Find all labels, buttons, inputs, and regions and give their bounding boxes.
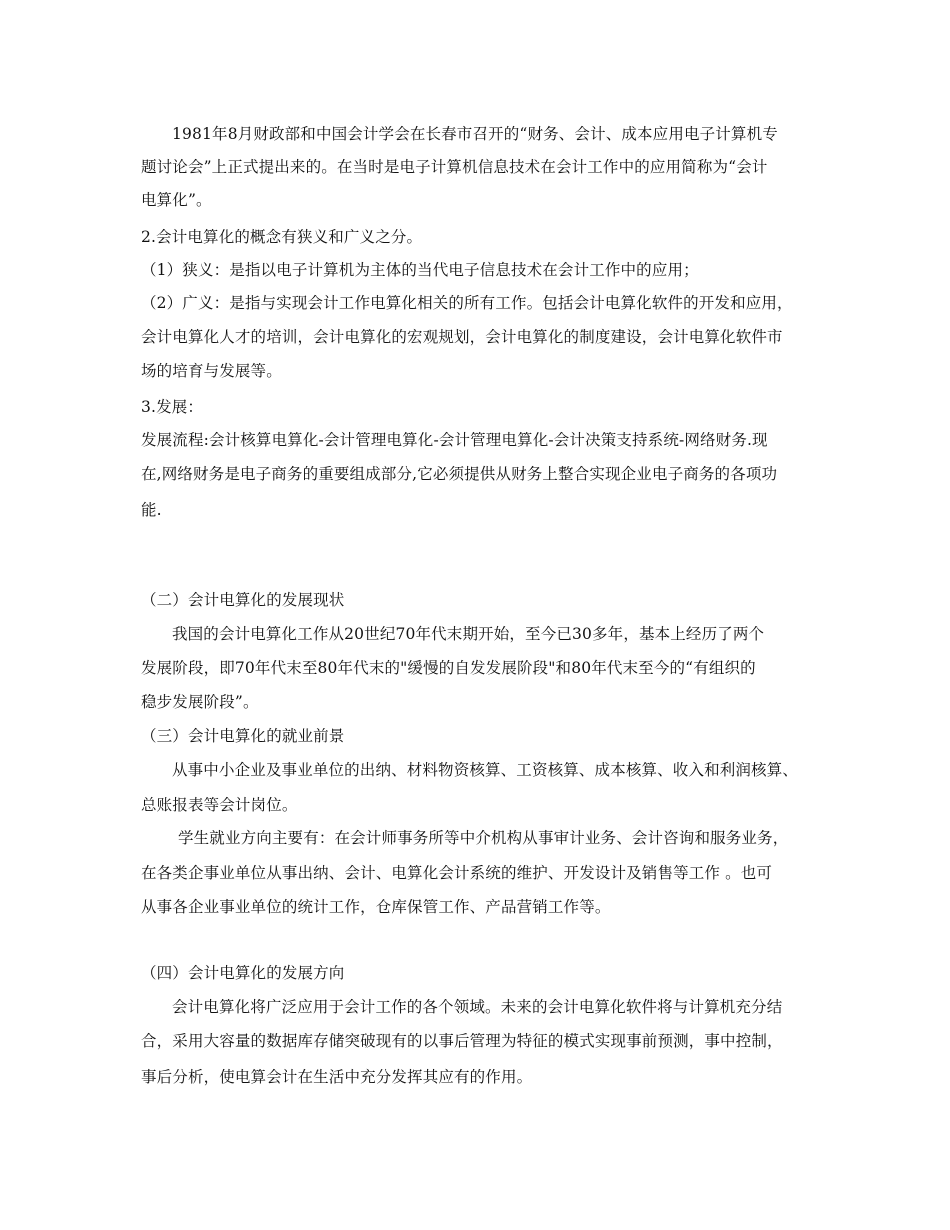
section-3-p2-line-3: 从事各企业事业单位的统计工作，仓库保管工作、产品营销工作等。 — [141, 898, 611, 916]
section-3-p1-line-1: 从事中小企业及事业单位的出纳、材料物资核算、工资核算、成本核算、收入和利润核算、 — [172, 761, 799, 779]
section-4-line-3: 事后分析，使电算会计在生活中充分发挥其应有的作用。 — [141, 1068, 533, 1086]
intro-line-3: 电算化”。 — [141, 191, 212, 209]
flow-line-2: 在,网络财务是电子商务的重要组成部分,它必须提供从财务上整合实现企业电子商务的各项功 — [141, 465, 778, 483]
flow-line-1: 发展流程:会计核算电算化-会计管理电算化-会计管理电算化-会计决策支持系统-网络财务.现 — [141, 431, 768, 449]
intro-line-1: 1981年8月财政部和中国会计学会在长春市召开的“财务、会计、成本应用电子计算机专 — [172, 125, 778, 143]
section-4-line-2: 合，采用大容量的数据库存储突破现有的以事后管理为特征的模式实现事前预测，事中控制， — [141, 1032, 783, 1050]
item-3-heading: 3.发展： — [141, 398, 204, 416]
section-2-line-3: 稳步发展阶段”。 — [141, 693, 259, 711]
section-4-heading: （四）会计电算化的发展方向 — [141, 964, 345, 982]
flow-line-3: 能. — [141, 501, 162, 519]
section-3-p1-line-2: 总账报表等会计岗位。 — [141, 796, 298, 814]
section-2-heading: （二）会计电算化的发展现状 — [141, 591, 345, 609]
section-2-line-1: 我国的会计电算化工作从20世纪70年代末期开始，至今已30多年，基本上经历了两个 — [172, 625, 765, 643]
section-3-p2-line-2: 在各类企事业单位从事出纳、会计、电算化会计系统的维护、开发设计及销售等工作 。也可 — [141, 864, 773, 882]
narrow-definition: （1）狭义：是指以电子计算机为主体的当代电子信息技术在会计工作中的应用； — [141, 261, 699, 279]
section-3-heading: （三）会计电算化的就业前景 — [141, 727, 345, 745]
broad-definition-line-1: （2）广义：是指与实现会计工作电算化相关的所有工作。包括会计电算化软件的开发和应用， — [141, 294, 793, 312]
item-2-heading: 2.会计电算化的概念有狭义和广义之分。 — [141, 228, 423, 246]
broad-definition-line-3: 场的培育与发展等。 — [141, 362, 282, 380]
section-4-line-1: 会计电算化将广泛应用于会计工作的各个领域。未来的会计电算化软件将与计算机充分结 — [172, 998, 783, 1016]
section-2-line-2: 发展阶段，即70年代末至80年代末的"缓慢的自发发展阶段"和80年代末至今的“有组织的 — [141, 659, 756, 677]
intro-line-2: 题讨论会”上正式提出来的。在当时是电子计算机信息技术在会计工作中的应用简称为“会计 — [141, 158, 768, 176]
broad-definition-line-2: 会计电算化人才的培训，会计电算化的宏观规划，会计电算化的制度建设，会计电算化软件市 — [141, 328, 783, 346]
section-3-p2-line-1: 学生就业方向主要有：在会计师事务所等中介机构从事审计业务、会计咨询和服务业务， — [178, 829, 789, 847]
